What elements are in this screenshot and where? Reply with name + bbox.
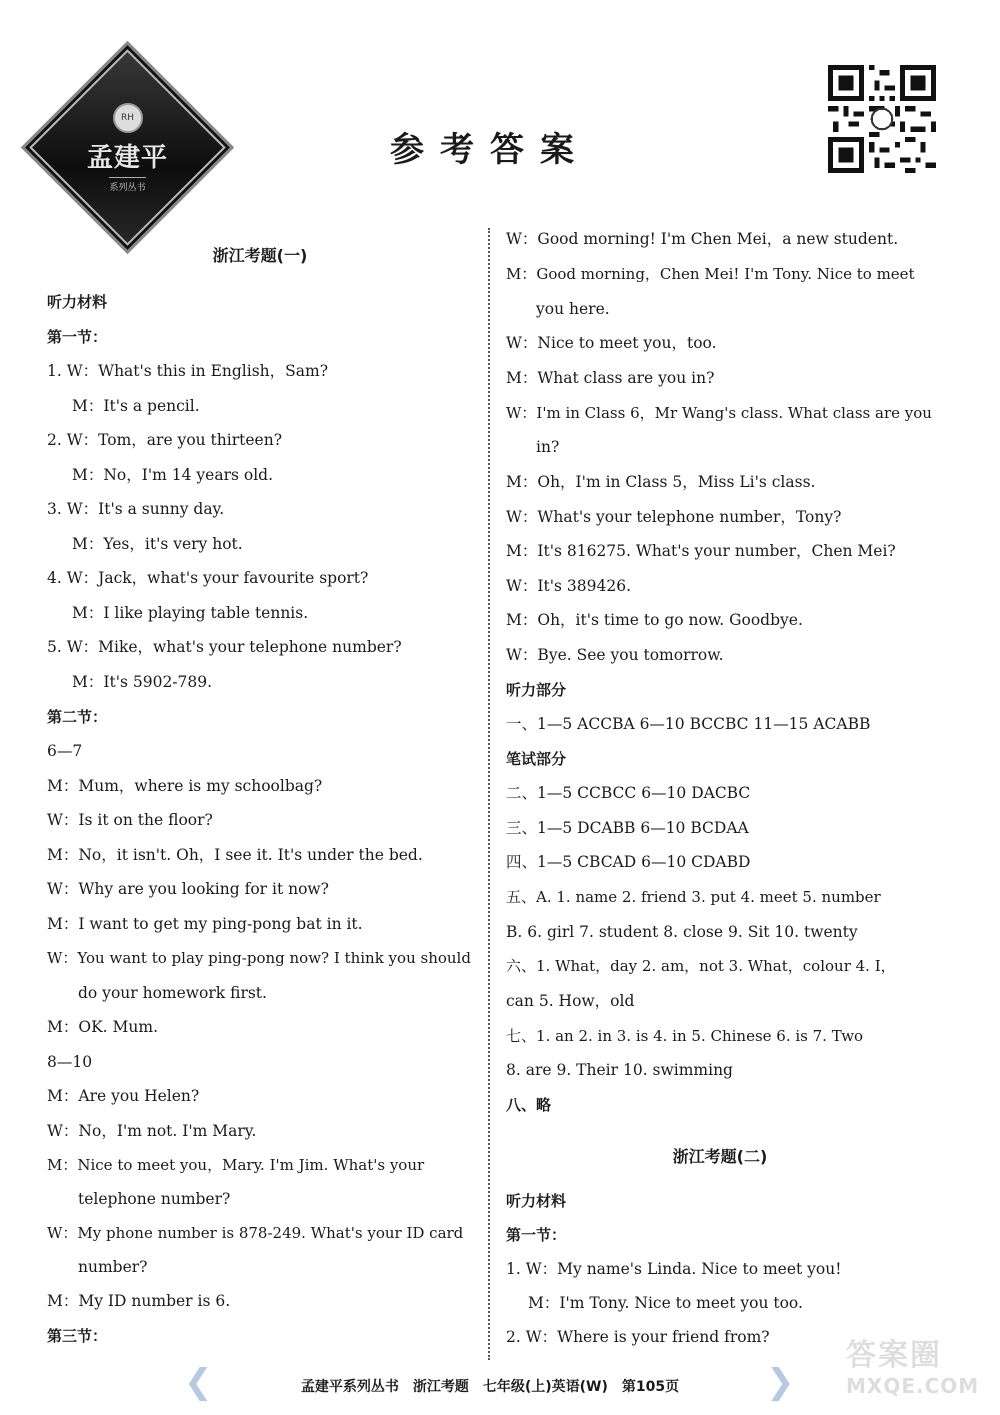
left-line-17: W：Why are you looking for it now? [47, 880, 329, 898]
logo-name: 孟建平 [86, 142, 168, 173]
left-line-15: W：Is it on the floor? [47, 811, 213, 829]
left-line-9: M：I like playing table tennis. [72, 604, 309, 622]
right-line-15: 笔试部分 [506, 750, 567, 768]
left-line-29: M：My ID number is 6. [47, 1292, 231, 1310]
right-line2-1: 第一节： [506, 1226, 567, 1244]
right-line-0: W：Good morning! I'm Chen Mei，a new student. [506, 230, 899, 248]
right-line-6: in? [536, 438, 560, 456]
left-line-3: M：It's a pencil. [72, 397, 200, 415]
chevron-left-icon: ❮ [184, 1362, 213, 1402]
logo-emblem: RH [113, 103, 143, 133]
right-line2-0: 听力材料 [506, 1192, 567, 1210]
right-line-21: 六、1. What，day 2. am，not 3. What，colour 4. I， [506, 957, 896, 975]
right-line-23: 七、1. an 2. in 3. is 4. in 5. Chinese 6. is 7. Two [506, 1027, 864, 1045]
left-line-10: 5. W：Mike，what's your telephone number? [47, 638, 402, 656]
left-line-18: M：I want to get my ping-pong bat in it. [47, 915, 363, 933]
right-line-11: M：Oh，it's time to go now. Goodbye. [506, 611, 803, 629]
right-line2-2: 1. W：My name's Linda. Nice to meet you! [506, 1260, 842, 1278]
right-line-13: 听力部分 [506, 681, 567, 699]
left-line-5: M：No，I'm 14 years old. [72, 466, 274, 484]
left-line-6: 3. W：It's a sunny day. [47, 500, 225, 518]
left-line-26: telephone number? [78, 1190, 231, 1208]
left-line-4: 2. W：Tom，are you thirteen? [47, 431, 283, 449]
page-title: 参考答案 [390, 130, 590, 170]
right-line-19: 五、A. 1. name 2. friend 3. put 4. meet 5. number [506, 888, 881, 906]
right-line2-3: M：I'm Tony. Nice to meet you too. [528, 1294, 803, 1312]
right-line-22: can 5. How，old [506, 992, 635, 1010]
right-line-16: 二、1—5 CCBCC 6—10 DACBC [506, 784, 751, 802]
left-line-22: 8—10 [47, 1053, 93, 1071]
right-line-12: W：Bye. See you tomorrow. [506, 646, 724, 664]
left-line-13: 6—7 [47, 742, 83, 760]
right-line-9: M：It's 816275. What's your number，Chen Mei? [506, 542, 896, 560]
logo-subtitle: 系列丛书 [109, 177, 145, 193]
section-title-1: 浙江考题(一) [212, 246, 308, 265]
left-line-28: number? [78, 1258, 148, 1276]
right-line-2: you here. [536, 300, 610, 318]
chevron-right-icon: ❯ [766, 1362, 795, 1402]
left-line-21: M：OK. Mum. [47, 1018, 158, 1036]
left-line-11: M：It's 5902-789. [72, 673, 213, 691]
right-line-10: W：It's 389426. [506, 577, 632, 595]
column-divider [488, 228, 490, 1360]
right-line-20: B. 6. girl 7. student 8. close 9. Sit 10. twenty [506, 923, 858, 941]
right-line-5: W：I'm in Class 6，Mr Wang's class. What class are you [506, 404, 932, 422]
right-line-7: M：Oh，I'm in Class 5，Miss Li's class. [506, 473, 816, 491]
watermark-top: 答案圈 [846, 1338, 942, 1373]
left-line-8: 4. W：Jack，what's your favourite sport? [47, 569, 369, 587]
right-line-17: 三、1—5 DCABB 6—10 BCDAA [506, 819, 749, 837]
left-line-7: M：Yes，it's very hot. [72, 535, 243, 553]
left-line-1: 第一节： [47, 328, 108, 346]
right-line-25: 八、略 [506, 1096, 552, 1114]
right-line-4: M：What class are you in? [506, 369, 715, 387]
right-line2-4: 2. W：Where is your friend from? [506, 1328, 770, 1346]
left-line-27: W：My phone number is 878-249. What's your ID card [47, 1224, 464, 1242]
left-line-12: 第二节： [47, 708, 108, 726]
right-line-14: 一、1—5 ACCBA 6—10 BCCBC 11—15 ACABB [506, 715, 871, 733]
left-line-0: 听力材料 [47, 293, 108, 311]
left-line-20: do your homework first. [78, 984, 267, 1002]
right-line-8: W：What's your telephone number，Tony? [506, 508, 842, 526]
left-line-19: W：You want to play ping-pong now? I think you should [47, 949, 471, 967]
right-line-3: W：Nice to meet you，too. [506, 334, 717, 352]
page-footer: 孟建平系列丛书 浙江考题 七年级(上)英语(W) 第105页 [300, 1379, 680, 1395]
left-line-23: M：Are you Helen? [47, 1087, 200, 1105]
left-line-25: M：Nice to meet you，Mary. I'm Jim. What's your [47, 1156, 425, 1174]
qr-code-icon [828, 65, 936, 173]
left-line-24: W：No，I'm not. I'm Mary. [47, 1122, 257, 1140]
left-line-2: 1. W：What's this in English，Sam? [47, 362, 329, 380]
watermark [846, 1330, 996, 1410]
section-title-2: 浙江考题(二) [672, 1147, 768, 1166]
watermark-bottom: MXQE.COM [846, 1374, 980, 1398]
left-line-14: M：Mum，where is my schoolbag? [47, 777, 323, 795]
right-line-24: 8. are 9. Their 10. swimming [506, 1061, 733, 1079]
right-line-1: M：Good morning，Chen Mei! I'm Tony. Nice to meet [506, 265, 915, 283]
left-line-16: M：No，it isn't. Oh，I see it. It's under the bed. [47, 846, 423, 864]
right-line-18: 四、1—5 CBCAD 6—10 CDABD [506, 853, 751, 871]
left-line-30: 第三节： [47, 1327, 108, 1345]
